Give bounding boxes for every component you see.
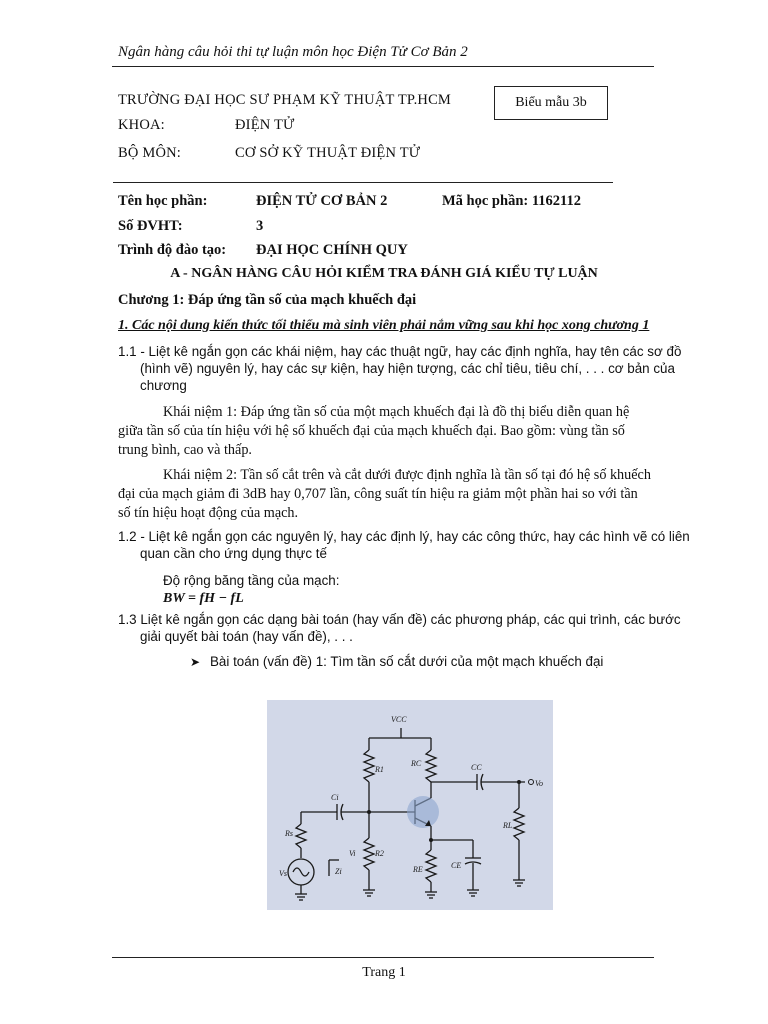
dept-value: CƠ SỞ KỸ THUẬT ĐIỆN TỬ	[235, 145, 421, 161]
label-ce: CE	[451, 861, 462, 870]
course-name-value: ĐIỆN TỬ CƠ BẢN 2	[256, 193, 388, 209]
level-label: Trình độ đào tạo:	[118, 242, 227, 258]
concept-2-line2: đại của mạch giảm đi 3dB hay 0,707 lần, công suất tín hiệu ra giảm một phần hai so với tần	[118, 486, 638, 502]
label-vcc: VCC	[391, 715, 407, 724]
label-vo: Vo	[535, 779, 543, 788]
item-1-2-line2: quan cần cho ứng dụng thực tế	[140, 546, 327, 561]
item-1-1-line2: (hình vẽ) nguyên lý, hay các sự kiện, hay hiện tượng, các chỉ tiêu, tiêu chí, . . . cơ bản của	[140, 361, 675, 376]
course-code: Mã học phần: 1162112	[442, 193, 581, 209]
item-1-1-line1: 1.1 - Liệt kê ngắn gọn các khái niệm, hay các thuật ngữ, hay các định nghĩa, hay tên các sơ đồ	[118, 344, 682, 359]
concept-1-line2: giữa tần số của tín hiệu với hệ số khuếch đại của mạch khuếch đại. Bao gồm: vùng tần số	[118, 423, 625, 439]
problem-1: Bài toán (vấn đề) 1: Tìm tần số cắt dưới của một mạch khuếch đại	[210, 654, 604, 669]
transistor-highlight	[407, 796, 439, 828]
label-cc: CC	[471, 763, 482, 772]
concept-1-line3: trung bình, cao và thấp.	[118, 442, 252, 458]
footer-rule	[112, 957, 654, 958]
item-1-3-line1: 1.3 Liệt kê ngắn gọn các dạng bài toán (hay vấn đề) các phương pháp, các qui trình, các bước	[118, 612, 681, 627]
item-1-3-line2: giải quyết bài toán (hay vấn đề), . . .	[140, 629, 353, 644]
page-number: Trang 1	[362, 965, 406, 980]
form-code-box: Biểu mẫu 3b	[494, 86, 608, 120]
bandwidth-label: Độ rộng băng tầng của mạch:	[163, 573, 340, 588]
item-1-2-line1: 1.2 - Liệt kê ngắn gọn các nguyên lý, hay các định lý, hay các công thức, hay các hình vẽ có liên	[118, 529, 690, 544]
dept-label: BỘ MÔN:	[118, 145, 182, 161]
school-name: TRƯỜNG ĐẠI HỌC SƯ PHẠM KỸ THUẬT TP.HCM	[118, 92, 452, 108]
label-vs: Vs	[279, 869, 287, 878]
header-rule	[112, 66, 654, 67]
institution-rule	[113, 182, 613, 183]
circuit-svg	[267, 700, 553, 910]
bandwidth-formula	[163, 591, 244, 607]
label-rl: RL	[503, 821, 513, 830]
label-ci: Ci	[331, 793, 339, 802]
label-rc: RC	[411, 759, 422, 768]
label-r1: R1	[375, 765, 384, 774]
amplifier-circuit-diagram	[267, 700, 553, 910]
concept-2-line1: Khái niệm 2: Tần số cắt trên và cắt dưới được định nghĩa là tần số tại đó hệ số khuếch	[163, 467, 651, 483]
faculty-label: KHOA:	[118, 117, 165, 133]
item-1-1-line3: chương	[140, 378, 187, 393]
course-name-label: Tên học phần:	[118, 193, 208, 209]
credits-label: Số ĐVHT:	[118, 218, 183, 234]
bandwidth-formula-text: BW = fH − fL	[163, 591, 244, 606]
arrow-bullet-icon: ➤	[190, 655, 201, 669]
label-r2: R2	[375, 849, 384, 858]
label-re: RE	[413, 865, 423, 874]
faculty-value: ĐIỆN TỬ	[235, 117, 295, 133]
label-zi: Zi	[335, 867, 342, 876]
concept-2-line3: số tín hiệu hoạt động của mạch.	[118, 505, 299, 521]
label-vi: Vi	[349, 849, 356, 858]
chapter-title: Chương 1: Đáp ứng tần số của mạch khuếch đại	[118, 292, 417, 308]
credits-value: 3	[256, 218, 264, 234]
label-rs: Rs	[285, 829, 293, 838]
subheading: 1. Các nội dung kiến thức tối thiểu mà sinh viên phải nắm vững sau khi học xong chương 1	[118, 318, 650, 333]
concept-1-line1: Khái niệm 1: Đáp ứng tần số của một mạch khuếch đại là đồ thị biểu diễn quan hệ	[163, 404, 630, 420]
running-header: Ngân hàng câu hỏi thi tự luận môn học Điện Tử Cơ Bản 2	[118, 44, 468, 60]
section-title: A - NGÂN HÀNG CÂU HỎI KIỂM TRA ĐÁNH GIÁ KIỂU TỰ LUẬN	[170, 266, 598, 281]
level-value: ĐẠI HỌC CHÍNH QUY	[256, 242, 408, 258]
